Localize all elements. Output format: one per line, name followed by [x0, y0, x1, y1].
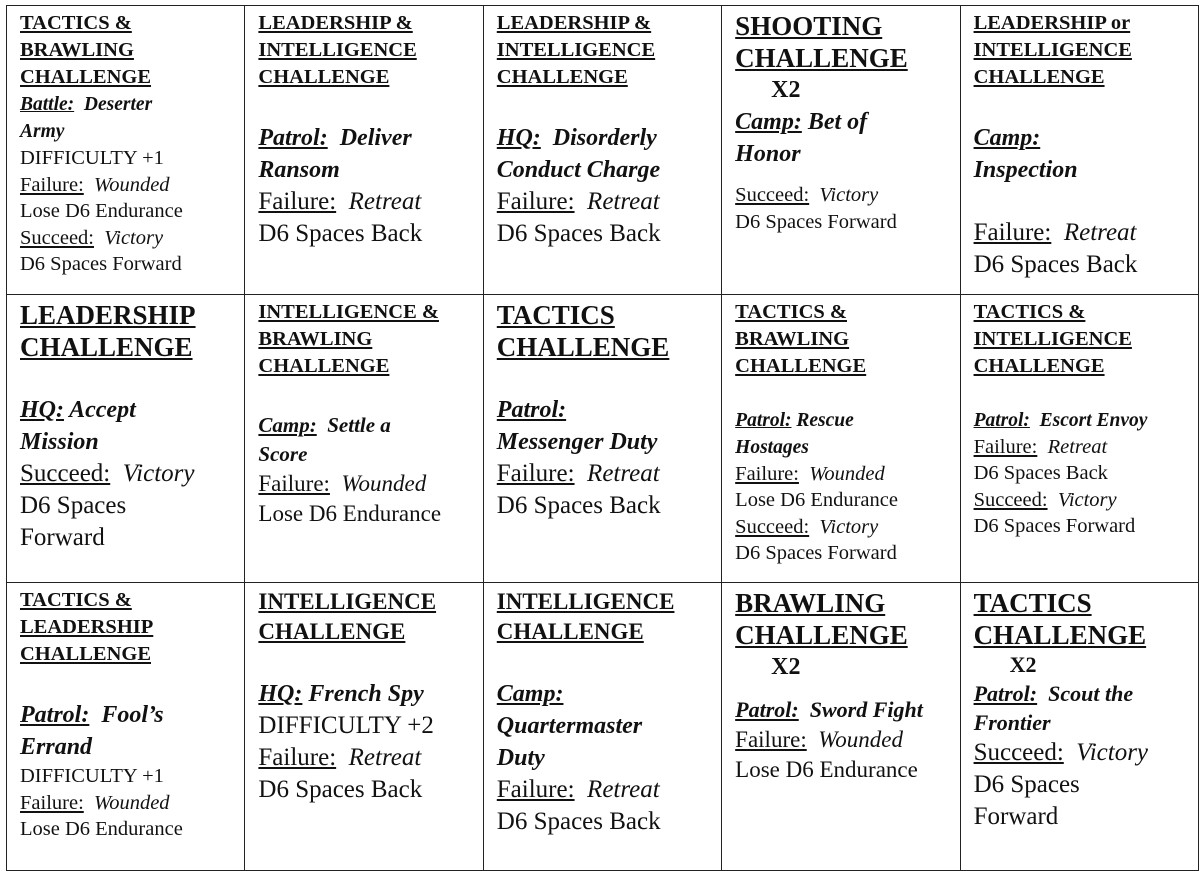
card-event — [974, 407, 1188, 434]
card-row — [7, 583, 1199, 871]
card-event — [735, 695, 949, 725]
card-heading: TACTICS — [496, 299, 615, 330]
multiplier-badge: X2 — [771, 77, 801, 103]
event-name: Settle a — [327, 412, 391, 437]
card-heading: INTELLIGENCE — [258, 39, 417, 61]
event-name: Quartermaster — [496, 713, 643, 740]
failure-result: Retreat — [587, 188, 660, 215]
failure-result: Retreat — [348, 744, 422, 772]
card-heading: INTELLIGENCE — [496, 589, 675, 615]
failure-line — [974, 217, 1188, 249]
card-heading: CHALLENGE — [20, 331, 193, 362]
succeed-line — [974, 487, 1188, 514]
failure-label: Failure: — [258, 188, 337, 215]
card-heading: CHALLENGE — [973, 620, 1147, 651]
succeed-result: Victory — [819, 515, 879, 538]
failure-label: Failure: — [496, 776, 575, 804]
failure-effect: D6 Spaces Back — [496, 808, 661, 836]
card-heading: LEADERSHIP — [20, 616, 154, 639]
succeed-line — [974, 737, 1188, 769]
failure-result: Wounded — [94, 173, 170, 196]
event-kind: HQ: — [496, 125, 541, 151]
card-heading: CHALLENGE — [258, 354, 390, 377]
failure-effect: Lose D6 Endurance — [20, 818, 183, 841]
event-name: Honor — [735, 141, 801, 167]
card-heading: BRAWLING — [735, 588, 886, 619]
card-heading: CHALLENGE — [496, 66, 628, 88]
failure-line — [497, 458, 711, 490]
succeed-effect: D6 Spaces Forward — [973, 515, 1136, 538]
failure-result: Retreat — [587, 776, 660, 804]
card-event — [20, 91, 234, 118]
event-name: Score — [258, 441, 308, 466]
card-heading: INTELLIGENCE & — [258, 300, 439, 323]
event-kind: Camp: — [735, 109, 802, 135]
card-heading: TACTICS & — [973, 300, 1086, 323]
event-kind: Camp: — [973, 125, 1041, 151]
failure-effect: Lose D6 Endurance — [735, 489, 898, 512]
event-kind: Battle: — [20, 94, 75, 115]
card-heading: CHALLENGE — [973, 354, 1105, 377]
event-kind: HQ: — [20, 396, 64, 423]
difficulty-text: DIFFICULTY +1 — [20, 765, 164, 788]
card-heading: BRAWLING — [735, 327, 850, 350]
card-event — [735, 407, 949, 434]
succeed-label: Succeed: — [973, 488, 1048, 511]
event-kind: Patrol: — [20, 702, 90, 729]
card-event — [258, 122, 472, 154]
challenge-card — [7, 6, 245, 295]
challenge-card — [483, 6, 721, 295]
event-kind: Patrol: — [496, 396, 567, 423]
failure-result: Wounded — [818, 727, 903, 753]
card-event — [20, 394, 234, 426]
event-name: Mission — [20, 428, 99, 455]
failure-line — [497, 186, 711, 218]
failure-label: Failure: — [20, 173, 84, 196]
card-event — [20, 699, 234, 731]
failure-line — [735, 725, 949, 755]
failure-effect: D6 Spaces Back — [258, 220, 423, 247]
event-name: Errand — [20, 734, 93, 761]
event-name: Inspection — [973, 157, 1078, 183]
succeed-line — [20, 225, 234, 252]
event-kind: Camp: — [496, 681, 564, 708]
failure-line — [974, 434, 1188, 461]
succeed-label: Succeed: — [20, 226, 94, 249]
card-heading: INTELLIGENCE — [496, 39, 656, 61]
failure-line — [497, 774, 711, 806]
succeed-effect: D6 Spaces — [20, 491, 127, 519]
succeed-label: Succeed: — [20, 459, 111, 487]
event-name: Rescue — [796, 409, 854, 431]
succeed-label: Succeed: — [973, 739, 1064, 767]
event-name: Escort Envoy — [1039, 409, 1148, 431]
card-heading: INTELLIGENCE — [973, 327, 1132, 350]
failure-line — [258, 742, 472, 774]
failure-effect: D6 Spaces Back — [496, 491, 661, 519]
challenge-card — [960, 294, 1198, 583]
event-kind: Patrol: — [735, 697, 799, 723]
card-heading: CHALLENGE — [735, 620, 908, 651]
failure-label: Failure: — [20, 791, 84, 814]
card-heading: CHALLENGE — [496, 619, 644, 645]
challenge-card — [7, 583, 245, 871]
failure-label: Failure: — [735, 727, 807, 753]
failure-result: Wounded — [809, 462, 885, 485]
failure-effect: D6 Spaces Back — [973, 251, 1138, 278]
card-heading: CHALLENGE — [735, 354, 867, 377]
difficulty-text: DIFFICULTY +2 — [258, 712, 434, 740]
succeed-label: Succeed: — [735, 515, 810, 538]
multiplier-badge: X2 — [771, 654, 801, 681]
card-heading: LEADERSHIP or — [973, 12, 1131, 34]
card-heading: SHOOTING — [735, 11, 883, 41]
card-heading: LEADERSHIP — [20, 299, 196, 330]
multiplier-badge: X2 — [1009, 652, 1037, 678]
event-name: Frontier — [973, 710, 1051, 736]
succeed-label: Succeed: — [735, 184, 810, 206]
event-name: Duty — [496, 745, 545, 772]
succeed-line — [20, 458, 234, 490]
failure-line — [20, 172, 234, 199]
failure-effect: D6 Spaces Back — [973, 462, 1108, 485]
card-event — [735, 106, 949, 138]
failure-effect: Lose D6 Endurance — [20, 200, 183, 222]
failure-result: Retreat — [1047, 435, 1108, 458]
event-name: Accept — [69, 396, 136, 423]
event-name: Army — [20, 121, 65, 142]
card-heading: BRAWLING — [258, 327, 373, 350]
card-heading: TACTICS & — [20, 589, 132, 612]
card-heading: CHALLENGE — [20, 66, 151, 88]
event-kind: HQ: — [258, 681, 303, 708]
card-event — [258, 411, 472, 440]
event-name: French Spy — [308, 681, 424, 708]
card-heading: INTELLIGENCE — [973, 39, 1132, 61]
failure-label: Failure: — [258, 744, 337, 772]
failure-effect: Lose D6 Endurance — [258, 500, 442, 526]
card-heading: CHALLENGE — [973, 66, 1105, 88]
failure-effect: D6 Spaces Back — [496, 220, 661, 247]
event-kind: Patrol: — [973, 409, 1030, 431]
card-heading: CHALLENGE — [258, 66, 390, 88]
event-name: Conduct Charge — [496, 157, 661, 183]
succeed-result: Victory — [104, 226, 164, 249]
card-heading: CHALLENGE — [20, 643, 151, 666]
event-name: Fool’s — [101, 702, 164, 729]
card-heading: CHALLENGE — [258, 619, 406, 645]
succeed-effect: Forward — [20, 523, 105, 551]
failure-result: Wounded — [341, 470, 427, 496]
failure-line — [735, 461, 949, 488]
succeed-result: Victory — [819, 184, 879, 206]
succeed-effect: Forward — [973, 803, 1059, 831]
challenge-card — [722, 6, 960, 295]
challenge-card — [722, 294, 960, 583]
card-heading: TACTICS — [973, 588, 1092, 619]
card-heading: TACTICS & — [20, 12, 132, 34]
card-row — [7, 294, 1199, 583]
event-kind: Camp: — [258, 412, 317, 437]
failure-line — [258, 186, 472, 218]
card-heading: BRAWLING — [20, 39, 134, 61]
succeed-result: Victory — [1057, 488, 1117, 511]
failure-line — [20, 790, 234, 817]
failure-line — [258, 469, 472, 499]
failure-result: Retreat — [348, 188, 422, 215]
succeed-effect: D6 Spaces Forward — [735, 210, 897, 233]
failure-effect: Lose D6 Endurance — [735, 757, 918, 783]
succeed-effect: D6 Spaces — [973, 771, 1080, 799]
challenge-card — [7, 294, 245, 583]
card-event — [497, 122, 711, 154]
event-name: Sword Fight — [809, 697, 923, 723]
card-heading: CHALLENGE — [735, 43, 908, 73]
succeed-line — [735, 514, 949, 541]
challenge-card — [245, 294, 483, 583]
challenge-card-grid — [6, 5, 1199, 871]
succeed-line — [735, 182, 949, 209]
failure-label: Failure: — [973, 435, 1038, 458]
difficulty-text: DIFFICULTY +1 — [20, 147, 164, 169]
challenge-card — [483, 294, 721, 583]
event-name: Hostages — [735, 436, 809, 458]
failure-effect: D6 Spaces Back — [258, 776, 423, 804]
challenge-card — [960, 583, 1198, 871]
card-heading: CHALLENGE — [496, 331, 670, 362]
challenge-card — [245, 6, 483, 295]
card-event — [974, 679, 1188, 708]
failure-label: Failure: — [973, 219, 1052, 246]
event-name: Messenger Duty — [496, 428, 658, 455]
failure-label: Failure: — [258, 470, 330, 496]
succeed-result: Victory — [122, 459, 195, 487]
event-name: Ransom — [258, 157, 340, 183]
event-name: Deliver — [339, 125, 412, 151]
failure-result: Retreat — [587, 459, 660, 487]
failure-label: Failure: — [496, 188, 575, 215]
event-kind: Patrol: — [735, 409, 792, 431]
failure-result: Retreat — [1063, 219, 1137, 246]
challenge-card — [245, 583, 483, 871]
event-kind: Patrol: — [973, 681, 1038, 707]
event-name: Bet of — [807, 109, 868, 135]
card-row — [7, 6, 1199, 295]
event-name: Scout the — [1048, 681, 1134, 707]
event-name: Disorderly — [552, 125, 657, 151]
succeed-result: Victory — [1076, 739, 1149, 767]
card-heading: INTELLIGENCE — [258, 589, 437, 615]
succeed-effect: D6 Spaces Forward — [735, 542, 897, 565]
failure-label: Failure: — [496, 459, 575, 487]
challenge-card — [960, 6, 1198, 295]
challenge-card — [722, 583, 960, 871]
card-heading: LEADERSHIP & — [496, 12, 652, 34]
succeed-effect: D6 Spaces Forward — [20, 253, 182, 275]
event-name: Deserter — [83, 94, 153, 115]
failure-result: Wounded — [94, 791, 170, 814]
event-kind: Patrol: — [258, 125, 328, 151]
card-event — [258, 678, 472, 710]
challenge-card — [483, 583, 721, 871]
card-heading: TACTICS & — [735, 300, 847, 323]
card-heading: LEADERSHIP & — [258, 12, 413, 34]
failure-label: Failure: — [735, 462, 799, 485]
